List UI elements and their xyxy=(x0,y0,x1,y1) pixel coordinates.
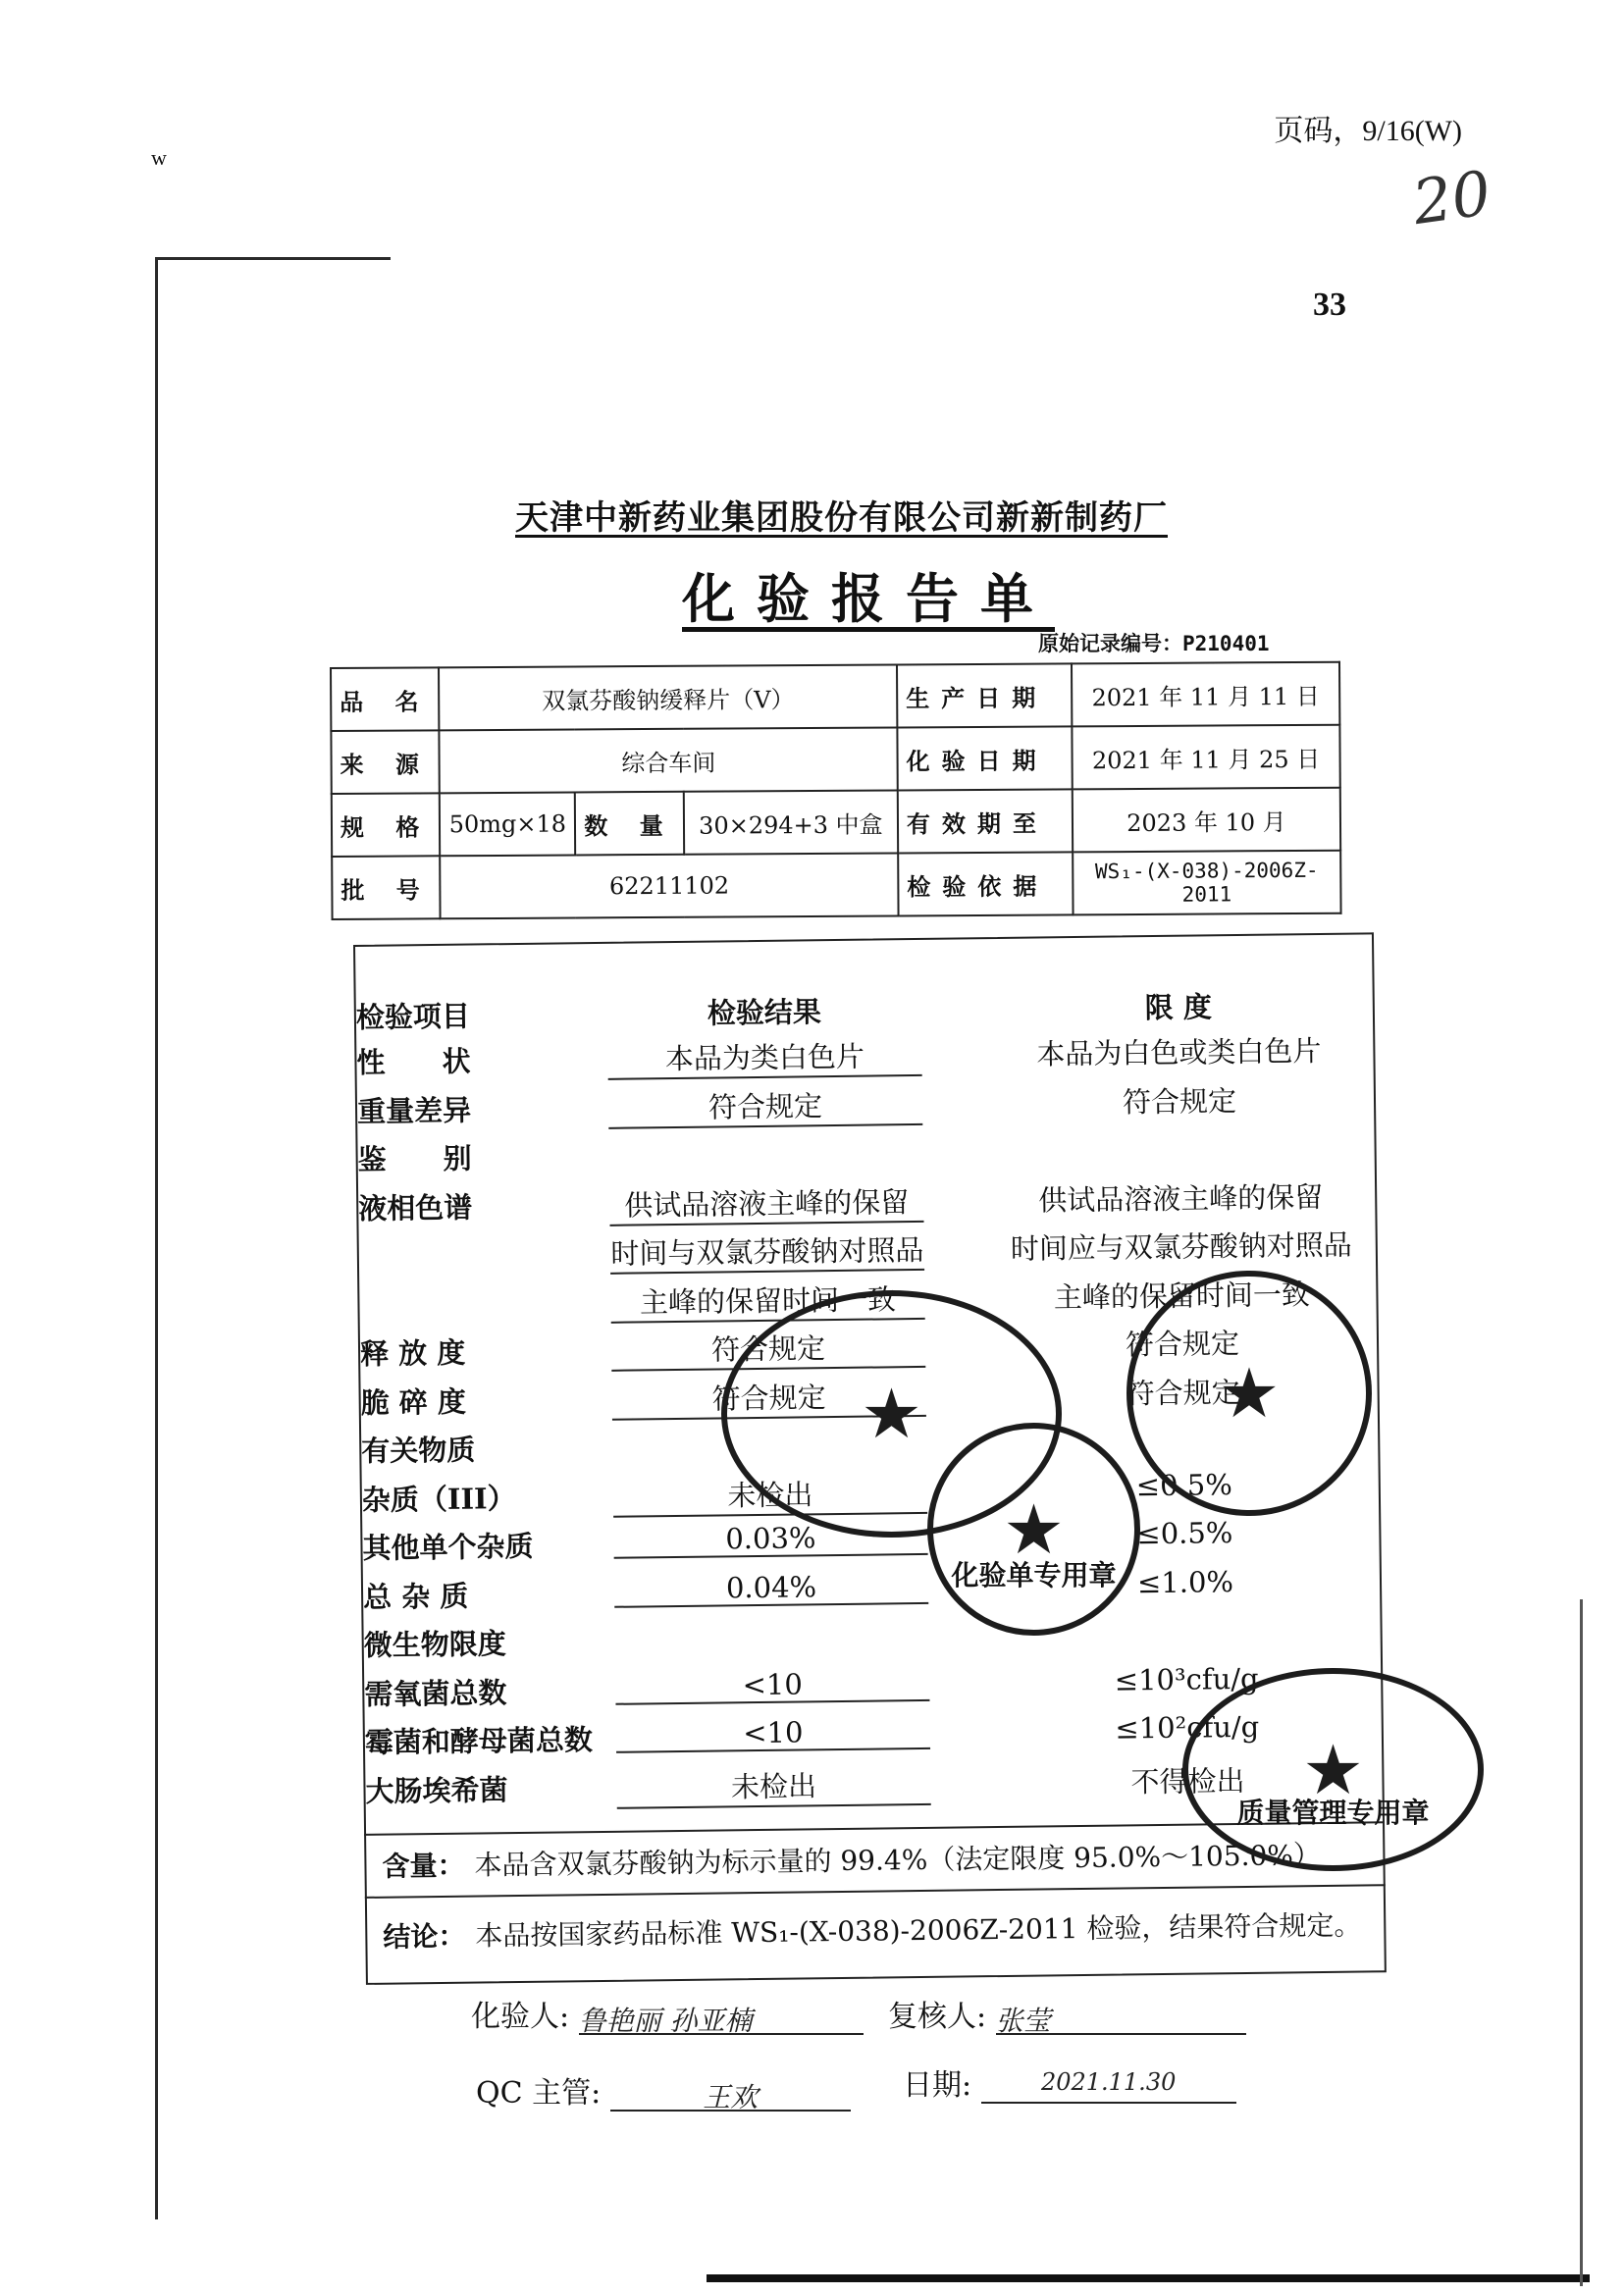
reviewer-signature xyxy=(888,1992,1246,2035)
spec-label: 规 格 xyxy=(332,793,441,857)
page-code: 页码，9/16(W) xyxy=(1274,115,1462,147)
test-result: 0.03% xyxy=(613,1520,927,1559)
test-item: 总 杂 质 xyxy=(362,1579,469,1614)
test-result: <10 xyxy=(616,1714,930,1753)
qc-signature xyxy=(476,2068,851,2112)
test-item: 大肠埃希菌 xyxy=(365,1772,508,1808)
reviewer-label: 复核人: xyxy=(888,2000,987,2034)
test-result: 供试品溶液主峰的保留 xyxy=(609,1179,924,1226)
test-result: 符合规定 xyxy=(611,1326,926,1372)
test-result: 符合规定 xyxy=(611,1374,926,1420)
prod-date-value: 2021 年 11 月 11 日 xyxy=(1072,662,1339,727)
expiry-value: 2023 年 10 月 xyxy=(1073,788,1340,853)
test-item: 需氧菌总数 xyxy=(364,1675,507,1711)
name-label: 品 名 xyxy=(331,667,440,731)
test-item: 性 状 xyxy=(356,1044,471,1079)
test-limit: 本品为白色或类白色片 xyxy=(1036,1033,1322,1071)
test-limit: 符合规定 xyxy=(1126,1375,1240,1410)
qty-label: 数 量 xyxy=(575,792,684,856)
conclusion-label: 结论： xyxy=(383,1919,466,1954)
test-item: 有关物质 xyxy=(361,1433,476,1468)
header-limit: 限 度 xyxy=(1144,990,1213,1025)
tester-signature xyxy=(471,1992,864,2035)
test-item: 液相色谱 xyxy=(358,1190,473,1226)
test-limit: 供试品溶液主峰的保留 xyxy=(1038,1179,1324,1217)
qc-label: QC 主管: xyxy=(476,2076,602,2111)
star-icon: ★ xyxy=(1302,1729,1364,1810)
expiry-label: 有效期至 xyxy=(898,789,1073,853)
test-result: <10 xyxy=(615,1665,929,1704)
test-limit: ≤10²cfu/g xyxy=(1115,1709,1260,1746)
test-date-label: 化验日期 xyxy=(897,726,1072,790)
tester-value: 鲁艳丽 孙亚楠 xyxy=(579,2000,864,2035)
qty-value: 30×294+3 中盒 xyxy=(684,790,899,854)
test-item: 鉴 别 xyxy=(357,1141,472,1176)
lab-stamp-text: 化验单专用章 xyxy=(951,1559,1117,1592)
test-limit: 时间应与双氯芬酸钠对照品 xyxy=(1010,1227,1353,1266)
scan-edge-left xyxy=(155,257,158,2219)
test-result: 0.04% xyxy=(614,1568,928,1607)
test-limit: ≤0.5% xyxy=(1136,1516,1233,1551)
qc-value: 王欢 xyxy=(610,2076,851,2112)
qa-stamp xyxy=(1182,1668,1484,1871)
batch-value: 62211102 xyxy=(441,853,899,918)
test-item: 其他单个杂质 xyxy=(362,1529,534,1565)
test-limit: ≤1.0% xyxy=(1136,1564,1234,1599)
test-result: 本品为类白色片 xyxy=(607,1034,922,1080)
seal-stamp-circle xyxy=(1126,1271,1372,1516)
date-value: 2021.11.30 xyxy=(981,2068,1236,2104)
test-item: 杂质（III） xyxy=(361,1481,516,1517)
scan-edge-top xyxy=(155,257,391,260)
test-limit: 不得检出 xyxy=(1130,1763,1245,1799)
batch-label: 批 号 xyxy=(332,856,441,919)
tester-label: 化验人: xyxy=(471,2000,570,2034)
lab-report-stamp xyxy=(927,1423,1140,1636)
handwritten-number: 20 xyxy=(1408,156,1495,239)
company-name: 天津中新药业集团股份有限公司新新制药厂 xyxy=(515,498,1168,538)
sheet-number: 33 xyxy=(1313,287,1346,323)
record-number: 原始记录编号：P210401 xyxy=(1038,632,1270,655)
info-table xyxy=(330,661,1342,920)
basis-value: WS₁-(X-038)-2006Z-2011 xyxy=(1073,851,1340,915)
test-result: 未检出 xyxy=(616,1762,931,1808)
date-signature xyxy=(903,2060,1236,2104)
qa-stamp-text: 质量管理专用章 xyxy=(1236,1796,1430,1829)
test-result: 主峰的保留时间一致 xyxy=(610,1277,925,1323)
spec-value: 50mg×18 xyxy=(440,792,575,856)
source-value: 综合车间 xyxy=(440,727,898,793)
star-icon: ★ xyxy=(861,1374,922,1454)
test-result: 时间与双氯芬酸钠对照品 xyxy=(610,1228,925,1275)
test-limit: ≤0.5% xyxy=(1135,1467,1232,1502)
basis-label: 检验依据 xyxy=(898,852,1073,915)
test-limit: 符合规定 xyxy=(1125,1326,1240,1362)
test-result: 符合规定 xyxy=(608,1082,923,1128)
name-value: 双氯芬酸钠缓释片（V） xyxy=(439,664,897,730)
conclusion-text: 本品按国家药品标准 WS₁-(X-038)-2006Z-2011 检验，结果符合规定。 xyxy=(475,1908,1362,1953)
star-icon: ★ xyxy=(1218,1353,1281,1434)
test-result: 未检出 xyxy=(613,1471,928,1517)
content-text: 本品含双氯芬酸钠为标示量的 99.4%（法定限度 95.0%～105.0%） xyxy=(474,1839,1322,1882)
test-limit: 主峰的保留时间一致 xyxy=(1053,1277,1311,1314)
test-item: 微生物限度 xyxy=(363,1627,506,1662)
w-mark: w xyxy=(151,145,167,170)
date-label: 日期: xyxy=(903,2068,972,2103)
test-item: 释 放 度 xyxy=(359,1335,466,1371)
header-result: 检验结果 xyxy=(707,995,822,1030)
conclusion-line xyxy=(365,1884,1387,1981)
prod-date-label: 生产日期 xyxy=(897,663,1072,727)
report-title: 化验报告单 xyxy=(682,567,1055,630)
test-item: 重量差异 xyxy=(356,1093,472,1128)
scan-edge-bottom xyxy=(707,2274,1590,2282)
header-item: 检验项目 xyxy=(355,999,471,1034)
test-limit: ≤10³cfu/g xyxy=(1114,1661,1259,1697)
test-item: 霉菌和酵母菌总数 xyxy=(364,1723,594,1759)
test-date-value: 2021 年 11 月 25 日 xyxy=(1072,725,1339,790)
test-limit: 符合规定 xyxy=(1122,1083,1237,1119)
source-label: 来 源 xyxy=(331,730,440,794)
scan-edge-right xyxy=(1580,1599,1583,2286)
content-label: 含量： xyxy=(382,1849,465,1883)
reviewer-value: 张莹 xyxy=(996,2000,1246,2035)
test-item: 脆 碎 度 xyxy=(360,1384,467,1420)
star-icon: ★ xyxy=(1003,1488,1065,1570)
